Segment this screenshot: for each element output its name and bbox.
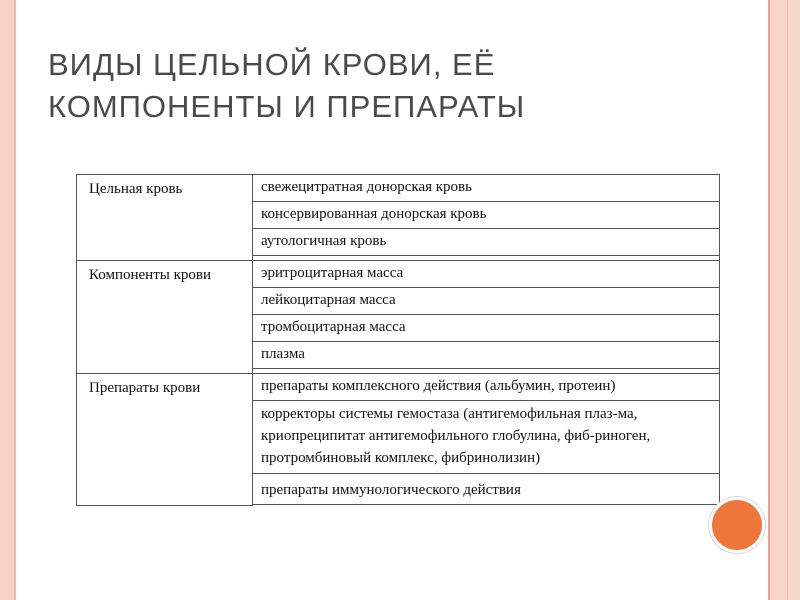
table-item: эритроцитарная масса [253, 261, 719, 288]
table-item: препараты иммунологического действия [253, 478, 719, 505]
blood-types-table [76, 174, 720, 506]
table-item: тромбоцитарная масса [253, 315, 719, 342]
table-row-whole-blood [77, 175, 720, 261]
table-row-blood-components [77, 261, 720, 374]
table-item: свежецитратная донорская кровь [253, 175, 719, 202]
items-cell [253, 175, 720, 261]
category-cell [77, 261, 253, 374]
table-item: плазма [253, 342, 719, 369]
category-label: Цельная кровь [89, 181, 183, 197]
table-item: лейкоцитарная масса [253, 288, 719, 315]
items-cell [253, 374, 720, 506]
right-frame-thin-line [787, 0, 788, 600]
category-cell [77, 374, 253, 506]
category-label: Препараты крови [89, 380, 201, 396]
table-item: консервированная донорская кровь [253, 202, 719, 229]
table-item: корректоры системы гемостаза (антигемофильная плаз-ма, криопреципитат антигемофильного глобулина, фиб-риноген, протромбиновый комплекс, фибринолизин) [253, 401, 719, 474]
slide-title: ВИДЫ ЦЕЛЬНОЙ КРОВИ, ЕЁ КОМПОНЕНТЫ И ПРЕПАРАТЫ [48, 47, 526, 124]
table-item: препараты комплексного действия (альбумин, протеин) [253, 374, 719, 401]
table-row-blood-preparations [77, 374, 720, 506]
category-label: Компоненты крови [89, 267, 211, 283]
table-item: аутологичная кровь [253, 229, 719, 256]
left-frame-bar [0, 0, 14, 600]
items-cell [253, 261, 720, 374]
category-cell [77, 175, 253, 261]
orange-circle-decoration [712, 500, 762, 550]
right-frame-bar [770, 0, 800, 600]
left-frame-line [14, 0, 16, 600]
